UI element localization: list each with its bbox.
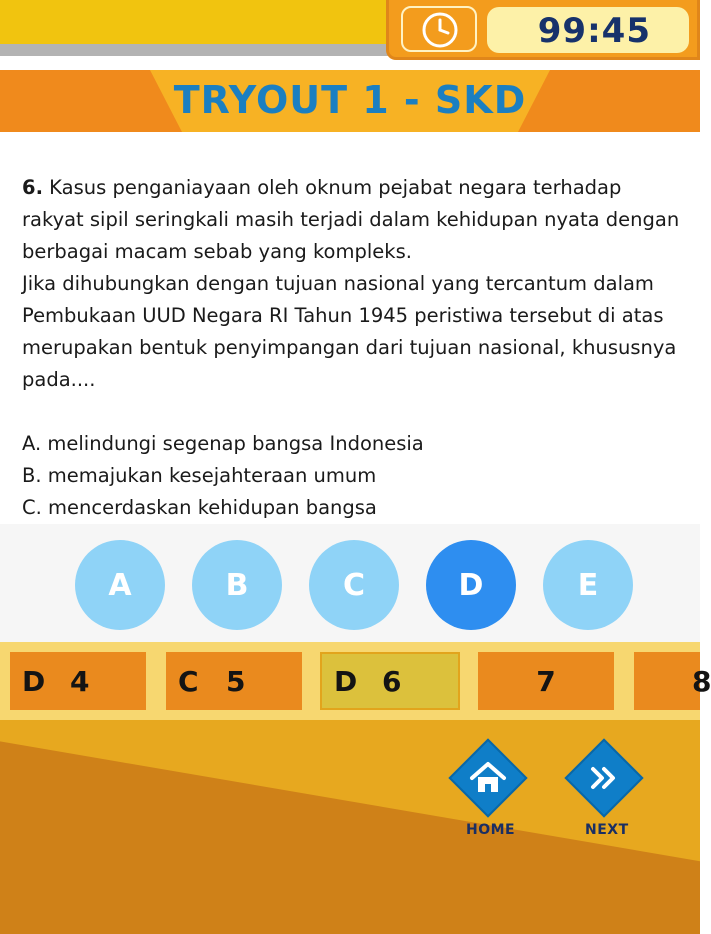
clock-icon [421, 11, 459, 49]
question-stem: Kasus penganiayaan oleh oknum pejabat negara terhadap rakyat sipil seringkali masih terjadi dalam kehidupan nyata dengan berbagai macam sebab yang kompleks. [22, 176, 680, 263]
answer-button-b[interactable]: B [192, 540, 282, 630]
question-nav-number: 5 [226, 664, 246, 698]
answer-button-d[interactable]: D [426, 540, 516, 630]
answer-button-e[interactable]: E [543, 540, 633, 630]
question-number: 6. [22, 176, 43, 199]
question-nav-item[interactable] [478, 652, 614, 710]
question-nav-item[interactable] [10, 652, 146, 710]
question-paragraph-1 [22, 172, 682, 268]
timer-display [487, 7, 689, 53]
next-label: NEXT [585, 822, 629, 838]
options-list [22, 428, 682, 524]
question-nav-number: 4 [70, 664, 90, 698]
double-chevron-right-icon [584, 758, 624, 798]
question-nav-answer: D [22, 664, 46, 698]
question-paragraph-2: Jika dihubungkan dengan tujuan nasional yang tercantum dalam Pembukaan UUD Negara RI Tahun 1945 peristiwa tersebut di atas merupakan bentuk penyimpangan dari tujuan nasional, khususnya pada.... [22, 272, 677, 391]
option-b: B. memajukan kesejahteraan umum [22, 464, 377, 487]
page-title: TRYOUT 1 - SKD [173, 78, 527, 122]
home-label: HOME [466, 822, 516, 838]
timer-value: 99:45 [537, 11, 651, 51]
question-nav-number: 8 [692, 664, 711, 698]
question-nav-answer: C [178, 664, 199, 698]
next-button[interactable] [564, 738, 644, 818]
question-nav-item[interactable] [166, 652, 302, 710]
question-nav-number: 7 [536, 664, 556, 698]
timer-panel [386, 0, 700, 60]
question-nav-number: 6 [382, 664, 402, 698]
question-nav-item[interactable] [634, 652, 711, 710]
question-nav-answer: D [334, 664, 358, 698]
home-icon [468, 758, 508, 798]
answer-button-a[interactable]: A [75, 540, 165, 630]
option-c: C. mencerdaskan kehidupan bangsa [22, 496, 377, 519]
option-a: A. melindungi segenap bangsa Indonesia [22, 432, 424, 455]
home-button[interactable] [448, 738, 528, 818]
question-text [22, 172, 682, 396]
clock-frame [401, 6, 477, 52]
answer-button-c[interactable]: C [309, 540, 399, 630]
question-nav-item-current[interactable] [320, 652, 460, 710]
